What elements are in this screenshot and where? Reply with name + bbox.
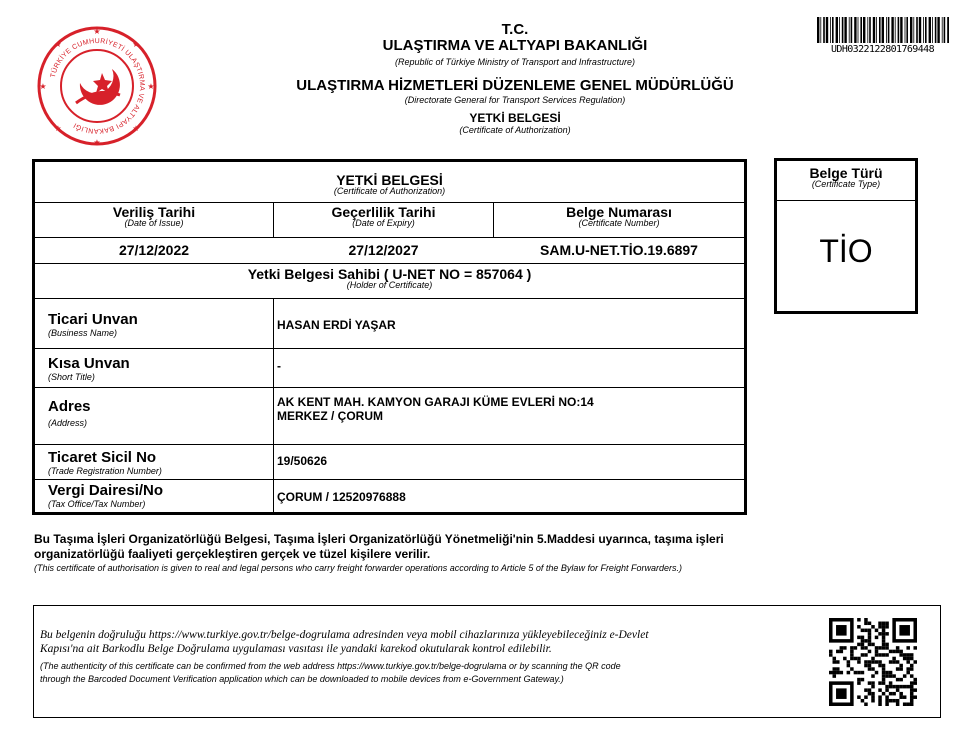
verification-text-en: (The authenticity of this certificate can be confirmed from the web address https://www.turkiye.gov.tr/belge-dogrulama or by scanning the QR code through the Barcoded Document Verification application which can be downloaded to mobile devices from e-Government Gateway.) [40,661,621,684]
certificate-number-header [494,204,744,228]
expiry-date-label: Geçerlilik Tarihi [331,204,436,220]
holder-title-en: (Holder of Certificate) [346,280,433,290]
row-short-title-value: - [277,359,281,373]
table-title-text: YETKİ BELGESİ [336,172,443,188]
table-title-en: (Certificate of Authorization) [333,186,446,196]
header-ministry-en: (Republic of Türkiye Ministry of Transport and Infrastructure) [395,57,635,67]
svg-text:★: ★ [54,40,62,49]
certificate-type-value: TİO [819,233,873,269]
svg-text:★: ★ [132,124,140,133]
certificate-number-label: Belge Numarası [566,204,672,220]
header-directorate-en: (Directorate General for Transport Services Regulation) [404,95,626,105]
svg-text:★: ★ [39,82,47,91]
verification-text-tr: Bu belgenin doğruluğu https://www.turkiye.gov.tr/belge-dogrulama adresinden veya mobil cihazlarınıza yükleyebileceğiniz e-Devlet Kapısı'na ait Barkodlu Belge Doğrulama uygulaması vasıtası ile yandaki karekod okutularak kontrol edilebilir. [40,629,649,655]
header-certificate: YETKİ BELGESİ [469,111,561,125]
svg-text:★: ★ [93,27,101,36]
svg-text:TÜRKİYE CUMHURİYETİ ULAŞTIRMA: TÜRKİYE CUMHURİYETİ ULAŞTIRMA VE ALTYAPI BAKANLIĞI [49,37,146,135]
certificate-table [32,159,747,515]
svg-text:★: ★ [93,138,101,147]
certificate-type-box [774,158,918,314]
expiry-date-header [274,204,493,228]
legal-notice-en: (This certificate of authorisation is given to real and legal persons who carry freight forwarder operations according to Article 5 of the Bylaw for Freight Forwarders.) [34,563,682,573]
header-ministry: ULAŞTIRMA VE ALTYAPI BAKANLIĞI [382,37,648,54]
row-address-value: AK KENT MAH. KAMYON GARAJI KÜME EVLERİ NO:14 MERKEZ / ÇORUM [277,395,594,423]
svg-text:★: ★ [54,124,62,133]
qr-code-icon[interactable] [829,618,917,706]
header-tc: T.C. [501,21,529,38]
svg-text:★: ★ [147,82,155,91]
issue-date-value: 27/12/2022 [118,242,190,258]
barcode-number: UDH0322122801769448 [831,44,934,55]
row-business-name-value: HASAN ERDİ YAŞAR [277,318,396,332]
certificate-type-label: Belge Türü [809,165,883,181]
header-certificate-en: (Certificate of Authorization) [459,125,571,135]
barcode-icon [816,17,949,43]
table-title [35,172,744,196]
holder-header [35,266,744,290]
legal-notice: Bu Taşıma İşleri Organizatörlüğü Belgesi, Taşıma İşleri Organizatörlüğü Yönetmeliği'nin 5.Maddesi uyarınca, taşıma işleri organizatörlüğü faaliyeti gerçekleştiren gerçek ve tüzel kişilere verilir. [34,532,724,561]
row-tax-office-value: ÇORUM / 12520976888 [277,490,406,504]
row-tax-office-label: Vergi Dairesi/No (Tax Office/Tax Number) [48,482,164,509]
svg-text:★: ★ [132,40,140,49]
row-trade-registration-value: 19/50626 [277,454,328,468]
expiry-date-value: 27/12/2027 [348,242,419,258]
certificate-number-value: SAM.U-NET.TİO.19.6897 [540,242,698,258]
issue-date-label-en: (Date of Issue) [124,218,184,228]
row-address-label: Adres (Address) [48,398,91,428]
issue-date-label: Veriliş Tarihi [112,204,196,220]
row-business-name-label: Ticari Unvan (Business Name) [48,311,138,338]
verification-box [33,605,941,718]
issue-date-header [35,204,273,228]
expiry-date-label-en: (Date of Expiry) [352,218,415,228]
header-directorate: ULAŞTIRMA HİZMETLERİ DÜZENLEME GENEL MÜDÜRLÜĞÜ [296,77,734,94]
row-trade-registration-label: Ticaret Sicil No (Trade Registration Number) [48,449,162,476]
certificate-number-label-en: (Certificate Number) [578,218,660,228]
certificate-type-label-en: (Certificate Type) [811,179,881,189]
row-short-title-label: Kısa Unvan (Short Title) [48,355,130,382]
holder-title: Yetki Belgesi Sahibi ( U-NET NO = 857064 ) [247,266,532,282]
